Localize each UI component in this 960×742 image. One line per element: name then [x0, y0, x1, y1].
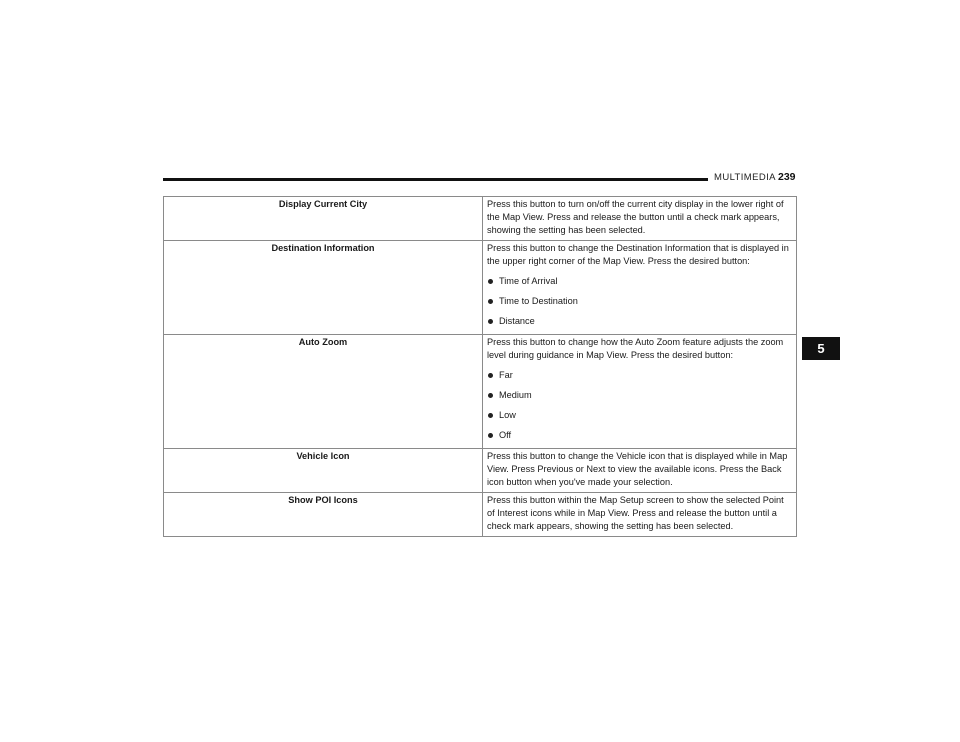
chapter-tab: 5: [802, 337, 840, 360]
setting-description-cell: [483, 335, 797, 449]
option-label: Time to Destination: [499, 295, 578, 306]
setting-description: Press this button to change how the Auto Zoom feature adjusts the zoom level during guidance in Map View. Press the desired button:: [487, 337, 784, 360]
option-label: Distance: [499, 315, 535, 326]
setting-description: Press this button within the Map Setup screen to show the selected Point of Interest icons while in Map View. Press and release the button until a check mark appears, showing the setting has been selected.: [487, 495, 784, 531]
option-list: [487, 365, 790, 445]
list-item: [487, 271, 790, 291]
section-title: MULTIMEDIA: [714, 172, 776, 183]
setting-description: Press this button to change the Vehicle icon that is displayed while in Map View. Press Previous or Next to view the available icons. Press the Back icon button when you've made your selection.: [487, 451, 788, 487]
list-item: [487, 365, 790, 385]
setting-description-cell: [483, 449, 797, 493]
option-label: Far: [499, 369, 513, 380]
option-label: Medium: [499, 389, 532, 400]
setting-label: Destination Information: [164, 241, 483, 335]
bullet-icon: [488, 319, 493, 324]
table-row-show-poi-icons: [164, 493, 797, 537]
list-item: [487, 405, 790, 425]
list-item: [487, 311, 790, 331]
option-label: Low: [499, 409, 516, 420]
settings-table: [163, 196, 797, 537]
option-label: Time of Arrival: [499, 275, 558, 286]
list-item: [487, 425, 790, 445]
setting-label: Show POI Icons: [164, 493, 483, 537]
bullet-icon: [488, 373, 493, 378]
list-item: [487, 291, 790, 311]
table-row-display-current-city: [164, 197, 797, 241]
setting-description: Press this button to turn on/off the current city display in the lower right of the Map View. Press and release the button until a check mark appears, showing the setting has been selected.: [487, 199, 784, 235]
setting-description-cell: [483, 197, 797, 241]
option-label: Off: [499, 429, 512, 440]
setting-description: Press this button to change the Destination Information that is displayed in the upper right corner of the Map View. Press the desired button:: [487, 243, 789, 266]
bullet-icon: [488, 393, 493, 398]
setting-label: Auto Zoom: [164, 335, 483, 449]
list-item: [487, 385, 790, 405]
header-rule: [163, 178, 708, 181]
setting-label: Vehicle Icon: [164, 449, 483, 493]
page-number: 239: [778, 171, 796, 183]
table-row-auto-zoom: [164, 335, 797, 449]
option-list: [487, 271, 790, 331]
table-row-vehicle-icon: [164, 449, 797, 493]
bullet-icon: [488, 299, 493, 304]
table-row-destination-information: [164, 241, 797, 335]
setting-description-cell: [483, 241, 797, 335]
setting-label: Display Current City: [164, 197, 483, 241]
bullet-icon: [488, 433, 493, 438]
bullet-icon: [488, 279, 493, 284]
bullet-icon: [488, 413, 493, 418]
setting-description-cell: [483, 493, 797, 537]
